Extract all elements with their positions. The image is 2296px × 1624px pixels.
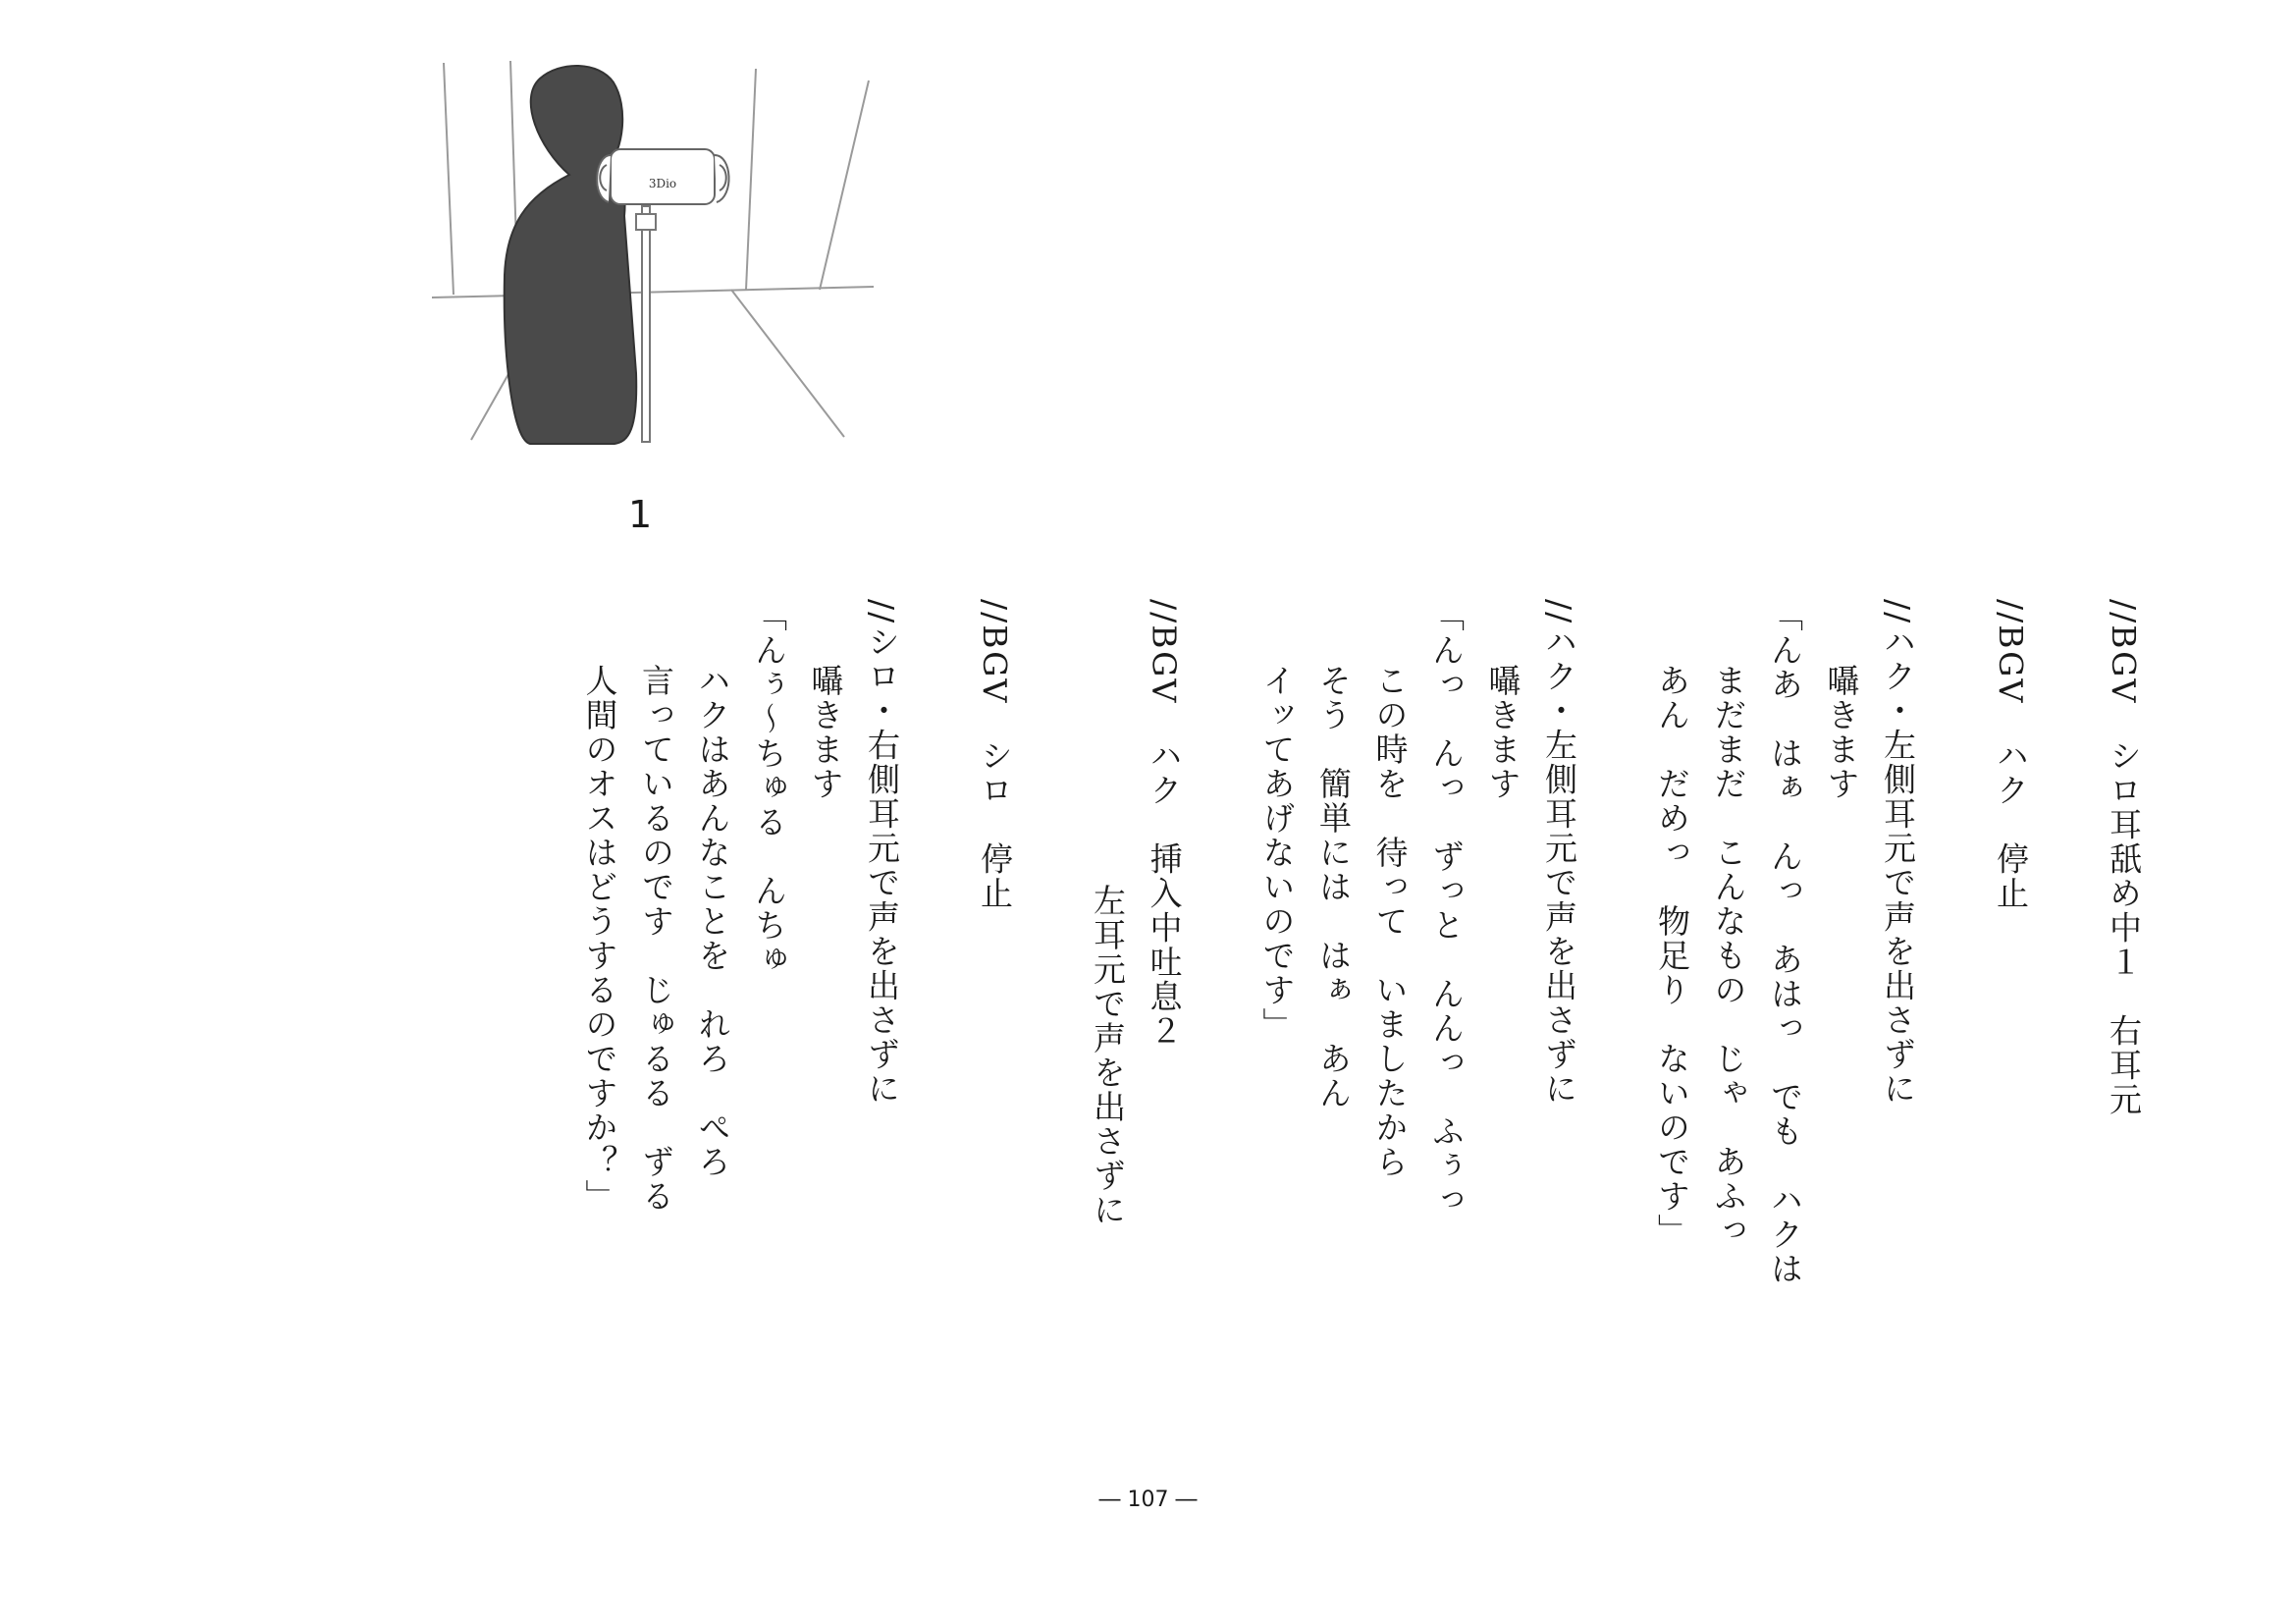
script-blank-line — [1192, 599, 1237, 1306]
script-line: //BGV ハク 停止 — [1992, 599, 2030, 911]
script-blank-line — [1023, 599, 1068, 1306]
script-line: //BGV シロ 停止 — [976, 599, 1014, 911]
script-line: まだまだ こんなもの じゃ あふっ — [1709, 664, 1748, 1248]
figure-number: 1 — [628, 493, 653, 536]
script-line: 囁きます — [1483, 664, 1522, 801]
script-line: //BGV ハク 挿入中吐息２ — [1145, 599, 1184, 1049]
script-line: イッてあげないのです」 — [1257, 664, 1297, 1042]
script-blank-line — [1587, 599, 1632, 1306]
binaural-mic-scene-drawing — [432, 59, 883, 452]
script-line: 左耳元で声を出さずに — [1089, 884, 1127, 1227]
script-body — [510, 599, 2143, 1306]
page-number: ― 107 ― — [1098, 1488, 1198, 1512]
script-line: 「んっ んっ ずっと んんっ ふぅっ — [1427, 599, 1466, 1218]
script-line: 人間のオスはどうするのですか？」 — [580, 664, 619, 1214]
script-line: 囁きます — [1822, 664, 1861, 801]
script-line: この時を 待って いましたから — [1370, 664, 1410, 1179]
script-line: そう 簡単には はぁ あん — [1314, 664, 1353, 1110]
mic-brand-label: 3Dio — [648, 177, 677, 190]
script-line: 囁きます — [806, 664, 845, 801]
script-line: 「んぅ～ちゅる んちゅ — [750, 599, 788, 977]
script-blank-line — [2039, 599, 2084, 1306]
script-line: //シロ・右側耳元で声を出さずに — [863, 599, 901, 1107]
script-line: //ハク・左側耳元で声を出さずに — [1540, 599, 1578, 1107]
script-line: 言っているのです じゅるる ずる — [637, 664, 675, 1214]
script-line: //ハク・左側耳元で声を出さずに — [1879, 599, 1917, 1107]
script-line: あん だめっ 物足り ないのです」 — [1653, 664, 1691, 1248]
script-blank-line — [1926, 599, 1971, 1306]
illustration — [432, 59, 883, 452]
script-line: //BGV シロ耳舐め中１ 右耳元 — [2105, 599, 2143, 1117]
script-line: 「んあ はぁ んっ あはっ でも ハクは — [1766, 599, 1804, 1286]
script-blank-line — [910, 599, 955, 1306]
script-line: ハクはあんなことを れろ ぺろ — [693, 664, 732, 1179]
